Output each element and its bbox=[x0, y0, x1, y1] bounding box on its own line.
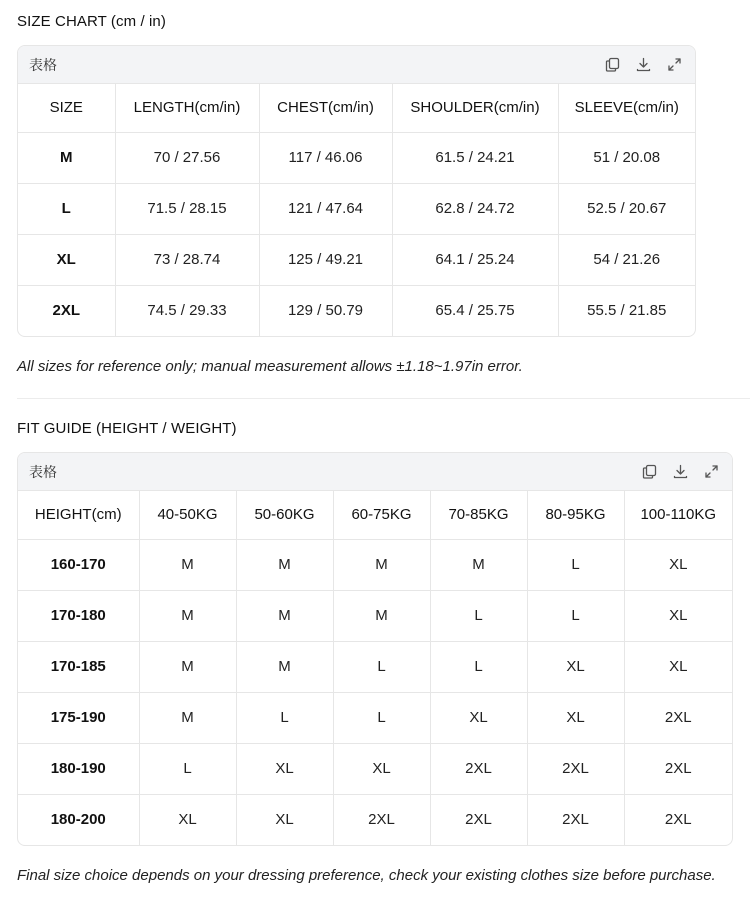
column-header: 100-110KG bbox=[624, 491, 732, 539]
height-cell: 180-200 bbox=[18, 794, 139, 845]
column-header: LENGTH(cm/in) bbox=[115, 84, 259, 132]
size-chart-card-header bbox=[18, 46, 695, 84]
size-chart-table bbox=[18, 84, 695, 336]
copy-icon[interactable] bbox=[641, 463, 658, 480]
fit-guide-card-header bbox=[18, 453, 732, 491]
table-row bbox=[18, 132, 695, 183]
table-cell: 2XL bbox=[527, 794, 624, 845]
size-chart-card bbox=[17, 45, 696, 337]
table-cell: 55.5 / 21.85 bbox=[587, 302, 667, 320]
column-header: 50-60KG bbox=[236, 491, 333, 539]
table-cell: M bbox=[139, 692, 236, 743]
table-cell: 117 / 46.06 bbox=[259, 132, 392, 183]
table-cell: M bbox=[333, 539, 430, 590]
size-cell: 2XL bbox=[18, 285, 115, 336]
expand-icon[interactable] bbox=[703, 463, 720, 480]
size-cell: M bbox=[18, 132, 115, 183]
fit-guide-note: Final size choice depends on your dressing preference, check your existing clothes size before purchase. bbox=[17, 867, 716, 884]
table-cell: 2XL bbox=[527, 743, 624, 794]
table-cell: 2XL bbox=[430, 794, 527, 845]
column-header: 40-50KG bbox=[139, 491, 236, 539]
size-chart-card-title: 表格 bbox=[29, 56, 57, 73]
table-cell: 74.5 / 29.33 bbox=[115, 285, 259, 336]
fit-guide-table bbox=[18, 491, 732, 845]
table-cell: 54 / 21.26 bbox=[558, 234, 695, 285]
table-cell: 2XL bbox=[430, 743, 527, 794]
table-cell: 65.4 / 25.75 bbox=[392, 285, 558, 336]
table-row bbox=[18, 743, 732, 794]
table-cell: XL bbox=[236, 743, 333, 794]
table-cell: L bbox=[430, 590, 527, 641]
size-cell: L bbox=[18, 183, 115, 234]
column-header: CHEST(cm/in) bbox=[259, 84, 392, 132]
table-row bbox=[18, 285, 695, 336]
table-cell: 2XL bbox=[333, 794, 430, 845]
copy-icon[interactable] bbox=[604, 56, 621, 73]
table-cell: 129 / 50.79 bbox=[259, 285, 392, 336]
table-row bbox=[18, 794, 732, 845]
column-header: HEIGHT(cm) bbox=[18, 491, 139, 539]
table-cell: 71.5 / 28.15 bbox=[115, 183, 259, 234]
column-header: 70-85KG bbox=[430, 491, 527, 539]
table-cell: 62.8 / 24.72 bbox=[392, 183, 558, 234]
table-cell: M bbox=[430, 539, 527, 590]
table-cell: XL bbox=[527, 641, 624, 692]
fit-guide-toolbar bbox=[641, 463, 720, 480]
table-cell: 2XL bbox=[624, 743, 732, 794]
column-header: 60-75KG bbox=[333, 491, 430, 539]
column-header: SIZE bbox=[18, 84, 115, 132]
table-row bbox=[18, 539, 732, 590]
table-cell: M bbox=[139, 590, 236, 641]
table-cell: L bbox=[430, 641, 527, 692]
table-cell: L bbox=[527, 539, 624, 590]
size-chart-toolbar bbox=[604, 56, 683, 73]
section-divider bbox=[17, 398, 750, 399]
table-cell: 61.5 / 24.21 bbox=[392, 132, 558, 183]
table-cell: M bbox=[139, 539, 236, 590]
column-header: SHOULDER(cm/in) bbox=[392, 84, 558, 132]
table-cell: XL bbox=[624, 590, 732, 641]
table-cell: M bbox=[236, 641, 333, 692]
table-row bbox=[18, 234, 695, 285]
table-cell: L bbox=[236, 692, 333, 743]
table-cell: 73 / 28.74 bbox=[115, 234, 259, 285]
table-cell: L bbox=[333, 641, 430, 692]
table-cell: XL bbox=[624, 539, 732, 590]
fit-guide-card bbox=[17, 452, 733, 846]
table-row bbox=[18, 692, 732, 743]
height-cell: 160-170 bbox=[18, 539, 139, 590]
table-cell: XL bbox=[624, 641, 732, 692]
table-cell: L bbox=[139, 743, 236, 794]
table-cell: L bbox=[333, 692, 430, 743]
height-cell: 170-180 bbox=[18, 590, 139, 641]
height-cell: 170-185 bbox=[18, 641, 139, 692]
table-cell: L bbox=[527, 590, 624, 641]
download-icon[interactable] bbox=[672, 463, 689, 480]
table-cell: M bbox=[139, 641, 236, 692]
column-header: SLEEVE(cm/in) bbox=[558, 84, 695, 132]
size-cell: XL bbox=[18, 234, 115, 285]
fit-guide-title: FIT GUIDE (HEIGHT / WEIGHT) bbox=[17, 420, 237, 437]
table-row bbox=[18, 641, 732, 692]
table-cell: 64.1 / 25.24 bbox=[392, 234, 558, 285]
table-cell: 2XL bbox=[664, 811, 692, 829]
table-row bbox=[18, 183, 695, 234]
download-icon[interactable] bbox=[635, 56, 652, 73]
table-cell: 52.5 / 20.67 bbox=[558, 183, 695, 234]
table-cell: XL bbox=[333, 743, 430, 794]
table-cell: M bbox=[236, 590, 333, 641]
table-cell: XL bbox=[527, 692, 624, 743]
table-cell: XL bbox=[430, 692, 527, 743]
table-row bbox=[18, 590, 732, 641]
table-cell: 51 / 20.08 bbox=[558, 132, 695, 183]
table-cell: 70 / 27.56 bbox=[115, 132, 259, 183]
table-cell: M bbox=[333, 590, 430, 641]
table-cell: 121 / 47.64 bbox=[259, 183, 392, 234]
table-cell: M bbox=[236, 539, 333, 590]
table-cell: XL bbox=[236, 794, 333, 845]
expand-icon[interactable] bbox=[666, 56, 683, 73]
table-cell: 2XL bbox=[624, 692, 732, 743]
column-header: 80-95KG bbox=[527, 491, 624, 539]
size-chart-note: All sizes for reference only; manual measurement allows ±1.18~1.97in error. bbox=[17, 358, 523, 375]
table-cell: 125 / 49.21 bbox=[259, 234, 392, 285]
table-cell: XL bbox=[139, 794, 236, 845]
table-header-row bbox=[18, 84, 695, 132]
height-cell: 175-190 bbox=[18, 692, 139, 743]
size-chart-title: SIZE CHART (cm / in) bbox=[17, 13, 166, 30]
fit-guide-card-title: 表格 bbox=[29, 463, 57, 480]
height-cell: 180-190 bbox=[18, 743, 139, 794]
table-header-row bbox=[18, 491, 732, 539]
